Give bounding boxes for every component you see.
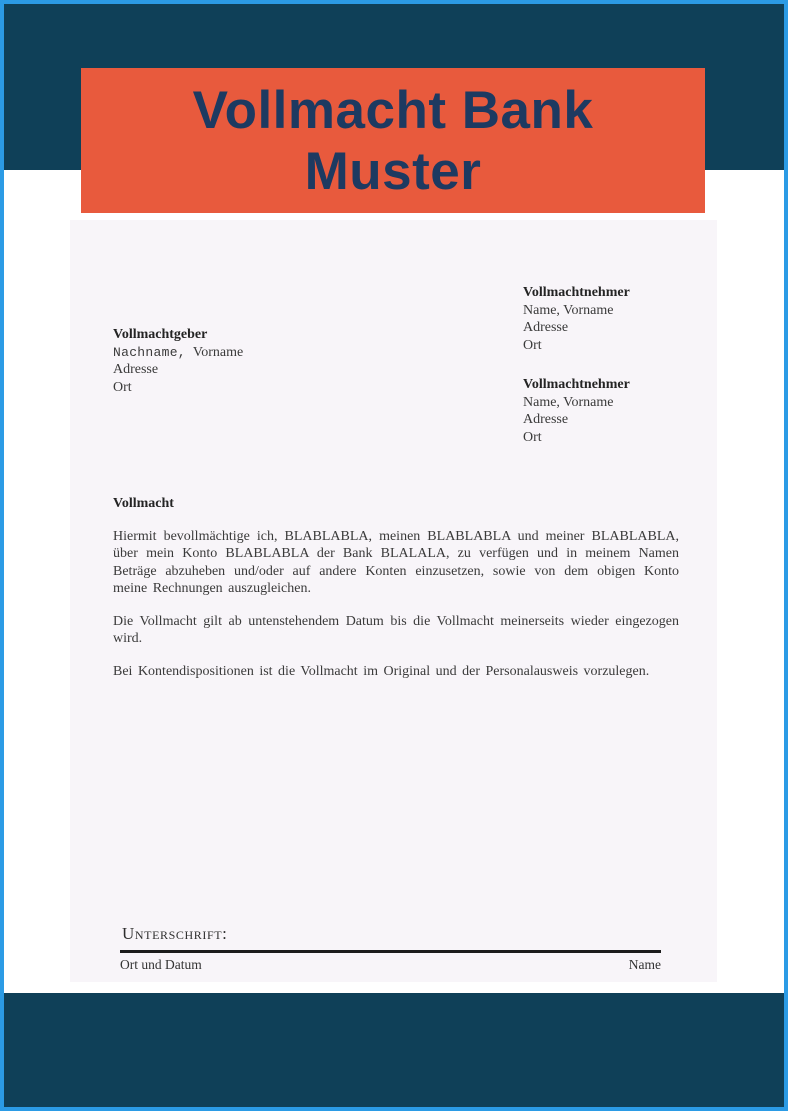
body-paragraph-3: Bei Kontendispositionen ist die Vollmacht im Original und der Personalausweis vorzulegen. <box>113 663 650 679</box>
grantee-column <box>523 284 703 446</box>
grantee-block-2 <box>523 376 703 446</box>
body-paragraph-1: Hiermit bevollmächtige ich, BLABLABLA, meinen BLABLABLA und meiner BLABLABLA, über mein Konto BLABLABLA der Bank BLALALA, zu verfügen und in meinem Namen Beträge abzuheben und/oder auf andere Konten einzusetzen, sowie von dem obigen Konto meine Rechnungen auszugleichen. <box>113 528 679 596</box>
signature-line <box>120 950 661 953</box>
page-title-line2: Muster <box>304 141 482 201</box>
grantor-city: Ort <box>113 379 132 395</box>
grantee2-address: Adresse <box>523 412 569 427</box>
grantee1-city: Ort <box>523 337 542 353</box>
signature-caption-name: Name <box>628 956 661 972</box>
signature-captions <box>120 956 661 974</box>
page-title-line1: Vollmacht Bank <box>192 80 594 140</box>
signature-section <box>120 925 661 973</box>
grantee2-city: Ort <box>523 429 542 445</box>
grantor-heading: Vollmachtgeber <box>113 327 208 342</box>
subject-heading: Vollmacht <box>113 496 174 511</box>
grantee1-address: Adresse <box>523 320 569 335</box>
title-banner <box>81 68 705 213</box>
bottom-navy-band <box>4 993 784 1107</box>
grantor-firstname: Vorname <box>192 344 244 360</box>
grantee-block-1 <box>523 284 703 354</box>
grantor-block <box>113 326 333 396</box>
grantor-name <box>113 344 333 362</box>
signature-caption-place-date: Ort und Datum <box>120 956 202 972</box>
signature-label: Unterschrift: <box>122 924 228 943</box>
letter-body <box>113 495 679 680</box>
grantee1-name: Name, Vorname <box>523 302 614 318</box>
grantor-lastname: Nachname, <box>113 344 186 360</box>
grantor-address: Adresse <box>113 362 159 377</box>
body-paragraph-2: Die Vollmacht gilt ab untenstehendem Datum bis die Vollmacht meinerseits wieder eingezogen wird. <box>113 613 679 646</box>
grantee2-name: Name, Vorname <box>523 394 614 410</box>
letter-page <box>70 220 717 982</box>
grantee1-heading: Vollmachtnehmer <box>523 285 630 300</box>
grantee2-heading: Vollmachtnehmer <box>523 377 630 392</box>
